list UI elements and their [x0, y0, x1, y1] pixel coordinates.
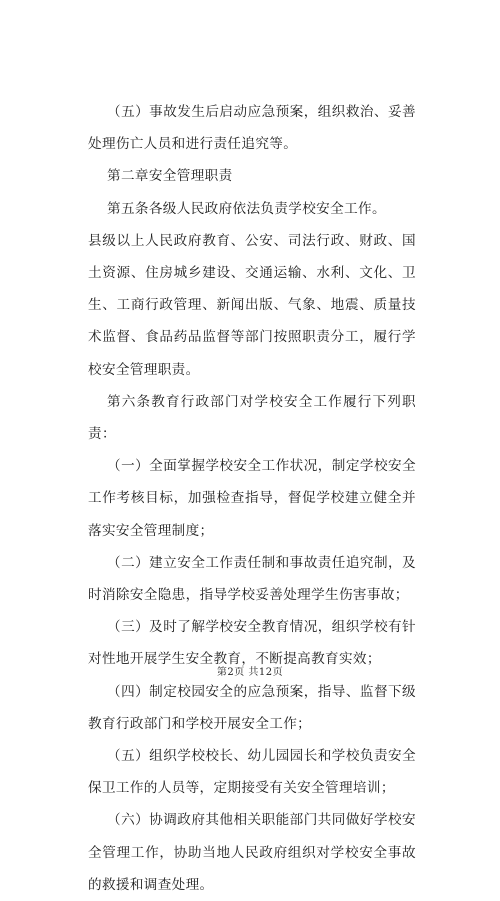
document-body: [88, 96, 416, 901]
paragraph-emergency-response: （五）事故发生后启动应急预案，组织救治、妥善处理伤亡人员和进行责任追究等。: [88, 104, 416, 153]
duty-item-6: （六）协调政府其他相关职能部门共同做好学校安全管理工作，协助当地人民政府组织对学校安全事故的救援和调查处理。: [88, 812, 416, 893]
paragraph-departments: 县级以上人民政府教育、公安、司法行政、财政、国土资源、住房城乡建设、交通运输、水利、文化、卫生、工商行政管理、新闻出版、气象、地震、质量技术监督、食品药品监督等部门按照职责分工，履行学校安全管理职责。: [88, 232, 416, 378]
page-number: 第2页 共12页: [216, 667, 284, 678]
article-6: 第六条教育行政部门对学校安全工作履行下列职责：: [88, 393, 416, 443]
duty-item-4: （四）制定校园安全的应急预案，指导、监督下级教育行政部门和学校开展安全工作；: [88, 683, 416, 732]
duty-item-3: （三）及时了解学校安全教育情况，组织学校有针对性地开展学生安全教育，不断提高教育实效；: [88, 619, 416, 668]
article-5: 第五条各级人民政府依法负责学校安全工作。: [107, 200, 386, 217]
duty-item-2: （二）建立安全工作责任制和事故责任追究制，及时消除安全隐患，指导学校妥善处理学生伤害事故；: [88, 554, 416, 604]
duty-item-1: （一）全面掌握学校安全工作状况，制定学校安全工作考核目标，加强检查指导，督促学校建立健全并落实安全管理制度；: [88, 458, 416, 539]
chapter-heading: 第二章安全管理职责: [107, 168, 233, 185]
duty-item-5: （五）组织学校校长、幼儿园园长和学校负责安全保卫工作的人员等，定期接受有关安全管理培训；: [88, 748, 416, 797]
